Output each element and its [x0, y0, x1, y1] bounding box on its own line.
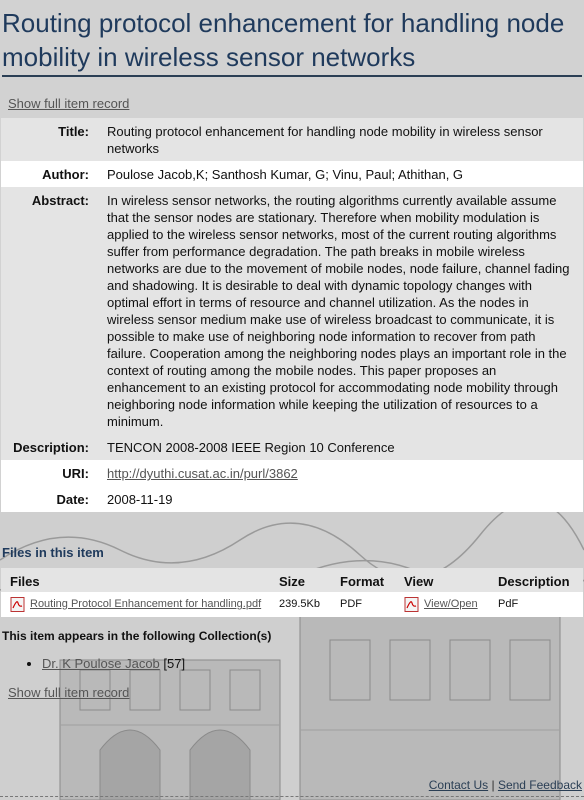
show-full-record-link[interactable]: Show full item record	[8, 96, 130, 111]
contact-us-link[interactable]: Contact Us	[428, 778, 489, 792]
metadata-label: Date:	[1, 486, 97, 512]
files-column-header: Description	[489, 568, 583, 592]
metadata-label: Abstract:	[1, 187, 97, 434]
file-row	[1, 592, 583, 617]
uri-link[interactable]: http://dyuthi.cusat.ac.in/purl/3862	[107, 466, 298, 481]
collections-list	[42, 656, 584, 672]
title-divider	[2, 75, 582, 77]
file-size: 239.5Kb	[279, 598, 320, 610]
metadata-label: Description:	[1, 434, 97, 460]
metadata-row-date	[1, 486, 583, 512]
metadata-row-abstract	[1, 187, 583, 434]
metadata-row-uri	[1, 460, 583, 486]
metadata-value: Routing protocol enhancement for handling node mobility in wireless sensor networks	[97, 118, 583, 161]
file-format: PDF	[340, 598, 362, 610]
metadata-label: URI:	[1, 460, 97, 486]
send-feedback-link[interactable]: Send Feedback	[497, 778, 582, 792]
metadata-table	[1, 118, 583, 512]
page-title: Routing protocol enhancement for handling node mobility in wireless sensor networks	[2, 8, 565, 72]
pdf-view-icon	[404, 597, 419, 612]
collection-count: [57]	[163, 656, 186, 671]
view-open-link[interactable]: View/Open	[424, 598, 478, 610]
files-column-header: View	[395, 568, 489, 592]
footer-separator: |	[491, 778, 495, 792]
footer-divider	[0, 796, 584, 797]
metadata-row-description	[1, 434, 583, 460]
footer	[429, 778, 582, 792]
files-header-row	[1, 568, 583, 592]
files-column-header: Size	[270, 568, 331, 592]
file-description: PdF	[498, 598, 519, 610]
collection-item	[42, 656, 584, 672]
metadata-label: Author:	[1, 161, 97, 187]
metadata-row-title	[1, 118, 583, 161]
pdf-file-icon	[10, 597, 25, 612]
files-column-header: Files	[1, 568, 270, 592]
files-heading: Files in this item	[2, 545, 104, 560]
metadata-value: 2008-11-19	[97, 486, 583, 512]
metadata-value: TENCON 2008-2008 IEEE Region 10 Conference	[97, 434, 583, 460]
collections-heading: This item appears in the following Collection(s)	[2, 629, 272, 643]
file-name-link[interactable]: Routing Protocol Enhancement for handling.pdf	[30, 598, 262, 610]
files-table	[1, 568, 583, 617]
collection-link[interactable]: Dr. K Poulose Jacob	[42, 656, 160, 671]
metadata-row-author	[1, 161, 583, 187]
metadata-label: Title:	[1, 118, 97, 161]
show-full-record-link-bottom[interactable]: Show full item record	[8, 685, 130, 700]
metadata-value: Poulose Jacob,K; Santhosh Kumar, G; Vinu, Paul; Athithan, G	[97, 161, 583, 187]
files-column-header: Format	[331, 568, 395, 592]
metadata-value: In wireless sensor networks, the routing algorithms currently available assume that the sensor nodes are stationary. Therefore when mobility modulation is applied to the wireless sensor networks, most of the current routing algorithms suffer from performance degradation. The path breaks in mobile wireless networks are due to the movement of mobile nodes, node failure, channel fading and shadowing. It is desirable to deal with dynamic topology changes with optimal effort in terms of resource and channel utilization. As the nodes in wireless sensor medium make use of wireless broadcast to communicate, it is possible to make use of neighboring node information to recover from path failure. Cooperation among the neighboring nodes plays an important role in the context of routing among the mobile nodes. This paper proposes an enhancement to an existing protocol for accommodating node mobility through neighboring node information while keeping the utilization of resources to a minimum.	[97, 187, 583, 434]
